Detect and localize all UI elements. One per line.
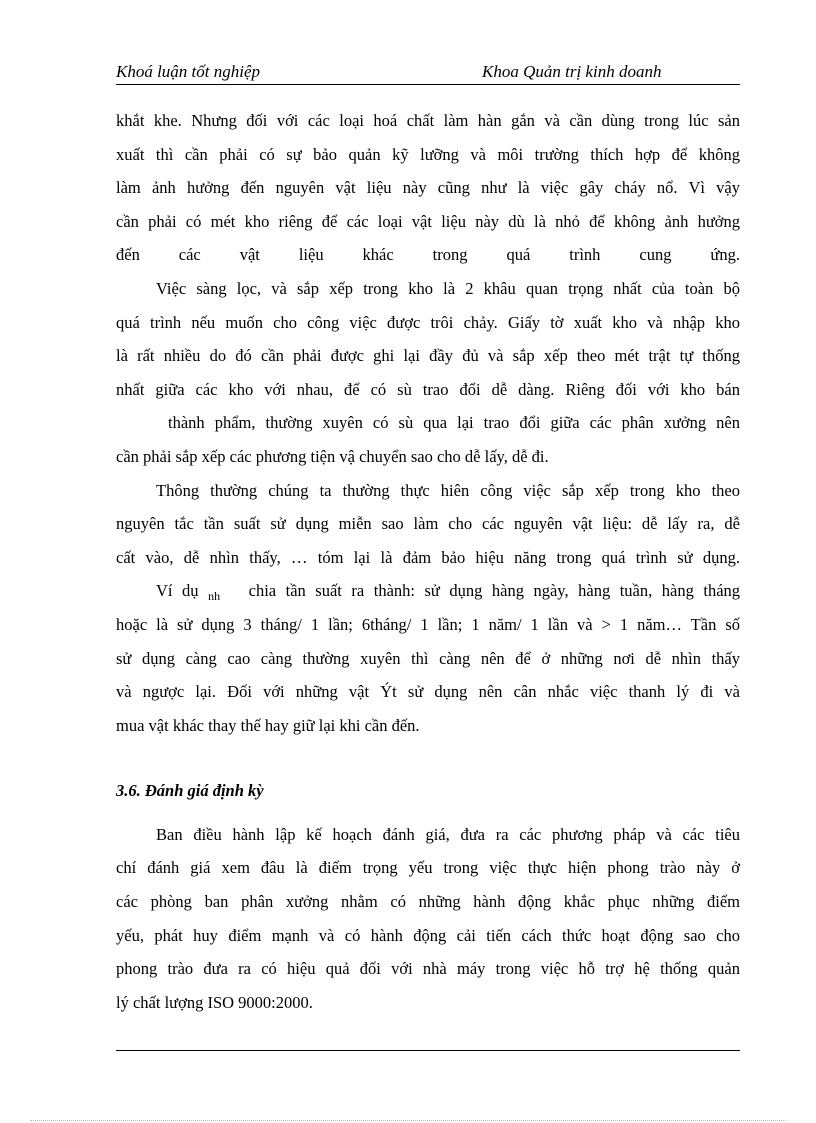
text-line: thành phẩm, thường xuyên có sù qua lại trao đổi giữa các phân xưởng nên <box>168 413 740 433</box>
text-line: mua vật khác thay thế hay giữ lại khi cần đến. <box>116 715 420 735</box>
text-line: cần phải có mét kho riêng để các loại vật liệu này dù là nhỏ để không ảnh hưởng <box>116 211 740 231</box>
paragraph-1 <box>116 104 740 272</box>
page-edge-dots <box>30 1120 786 1121</box>
section-heading: 3.6. Đánh giá định kỳ <box>116 781 264 801</box>
header-right-text: Khoa Quản trị kinh doanh <box>482 62 662 81</box>
page-header <box>116 62 740 85</box>
paragraph-5 <box>116 818 740 1020</box>
text-line: cất vào, dễ nhìn thấy, … tóm lại là đảm bảo hiệu năng trong quá trình sử dụng. <box>116 547 740 567</box>
text-line: Ban điều hành lập kế hoạch đánh giá, đưa ra các phương pháp và các tiêu <box>156 824 740 844</box>
text-line: chí đánh giá xem đâu là điểm trọng yếu trong việc thực hiện phong trào này ở <box>116 858 740 878</box>
text-line: khắt khe. Nhưng đối với các loại hoá chất làm hàn gắn và cần dùng trong lúc sản <box>116 111 740 130</box>
text-run: Ví dụ <box>156 581 199 601</box>
subscript-text: nh <box>208 589 221 604</box>
text-line: và ngược lại. Đối với những vật Ýt sử dụng nên cân nhắc việc thanh lý đi và <box>116 682 740 702</box>
text-line <box>116 574 740 608</box>
text-run: chia tần suất ra thành: sử dụng hàng ngày, hàng tuần, hàng tháng <box>248 581 741 601</box>
paragraph-3 <box>116 474 740 575</box>
text-line: là rất nhiều do đó cần phải được ghi lại đầy đủ và sắp xếp theo mét trật tự thống <box>116 346 740 366</box>
text-line: yếu, phát huy điểm mạnh và có hành động cải tiến cách thức hoạt động sao cho <box>116 925 740 945</box>
footer-divider <box>116 1050 740 1051</box>
header-left-text: Khoá luận tốt nghiệp <box>116 62 261 81</box>
text-line: các phòng ban phân xưởng nhằm có những hành động khắc phục những điểm <box>116 892 740 912</box>
text-line: Thông thường chúng ta thường thực hiên công việc sắp xếp trong kho theo <box>156 480 740 500</box>
text-line: đến các vật liệu khác trong quá trình cung ứng. <box>116 245 740 265</box>
document-body <box>116 104 740 1019</box>
text-line: sử dụng càng cao càng thường xuyên thì càng nên để ở những nơi dễ nhìn thấy <box>116 648 740 668</box>
text-line: lý chất lượng ISO 9000:2000. <box>116 992 313 1012</box>
text-line: phong trào đưa ra có hiệu quả đối với nhà máy trong việc hỗ trợ hệ thống quản <box>116 959 740 979</box>
text-line: nhất giữa các kho với nhau, để có sù trao đổi dễ dàng. Riêng đối với kho bán <box>116 379 740 399</box>
text-line: làm ảnh hưởng đến nguyên vật liệu này cũng như là việc gây cháy nổ. Vì vậy <box>116 178 740 198</box>
text-line: xuất thì cần phải có sự bảo quản kỹ lưỡng và môi trường thích hợp để không <box>116 144 740 164</box>
text-line: nguyên tắc tần suất sử dụng miễn sao làm cho các nguyên vật liệu: dễ lấy ra, dễ <box>116 514 740 534</box>
paragraph-4 <box>116 574 740 742</box>
text-line: quá trình nếu muốn cho công việc được trôi chảy. Giấy tờ xuất kho và nhập kho <box>116 312 740 332</box>
text-line: hoặc là sử dụng 3 tháng/ 1 lần; 6tháng/ 1 lần; 1 năm/ 1 lần và > 1 năm… Tần số <box>116 614 740 634</box>
paragraph-2 <box>116 272 740 474</box>
text-line: cần phải sắp xếp các phương tiện vậ chuyển sao cho dễ lấy, dễ đi. <box>116 446 549 466</box>
text-line: Việc sàng lọc, và sắp xếp trong kho là 2 khâu quan trọng nhất của toàn bộ <box>156 278 740 298</box>
